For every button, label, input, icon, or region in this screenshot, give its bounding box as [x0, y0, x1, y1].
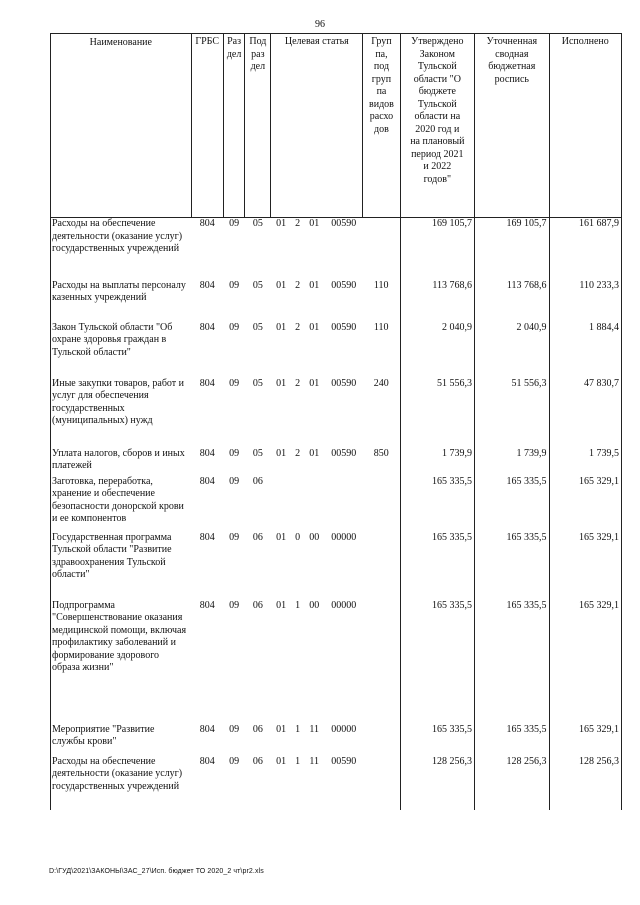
cell-executed: 165 329,1 — [549, 532, 621, 600]
cell-rz: 09 — [229, 755, 240, 767]
cell-t3: 01 — [309, 279, 320, 291]
table-row — [51, 322, 622, 378]
header-group: Груп па, под груп па видов расхо дов — [363, 34, 400, 218]
cell-name: Иные закупки товаров, работ и услуг для обеспечения государственных (муниципальных) нужд — [51, 378, 192, 448]
cell-executed: 161 687,9 — [549, 218, 621, 280]
cell-name: Расходы на выплаты персоналу казенных учреждений — [51, 280, 192, 322]
table-row — [51, 448, 622, 476]
cell-t2: 2 — [295, 377, 301, 389]
header-approved: Утверждено Законом Тульской области "О бюджете Тульской области на 2020 год и на плановый период 2021 и 2022 годов" — [400, 34, 474, 218]
cell-t2: 2 — [295, 321, 301, 333]
cell-name: Мероприятие "Развитие службы крови" — [51, 724, 192, 756]
cell-executed: 165 329,1 — [549, 724, 621, 756]
cell-t3: 00 — [309, 531, 320, 543]
cell-grbs: 804 — [199, 475, 215, 487]
cell-t4: 00590 — [331, 218, 357, 229]
table-row — [51, 532, 622, 600]
header-grbs: ГРБС — [191, 34, 223, 218]
cell-pr: 05 — [252, 447, 263, 459]
cell-t3 — [304, 476, 325, 532]
cell-t4: 00590 — [331, 755, 357, 767]
cell-revised: 165 335,5 — [475, 724, 549, 756]
cell-rz: 09 — [229, 475, 240, 487]
cell-t1 — [271, 476, 292, 532]
cell-t3: 01 — [309, 321, 320, 333]
table-row — [51, 218, 622, 280]
cell-executed: 128 256,3 — [549, 756, 621, 810]
cell-revised: 165 335,5 — [475, 532, 549, 600]
cell-executed: 110 233,3 — [549, 280, 621, 322]
cell-t2 — [291, 476, 303, 532]
cell-revised: 165 335,5 — [475, 600, 549, 724]
cell-pr: 06 — [252, 531, 263, 543]
cell-name: Уплата налогов, сборов и иных платежей — [51, 448, 192, 476]
cell-approved: 1 739,9 — [400, 448, 474, 476]
cell-t4: 00000 — [331, 723, 357, 735]
cell-revised: 51 556,3 — [475, 378, 549, 448]
cell-vr — [363, 756, 400, 810]
cell-t2: 2 — [295, 279, 301, 291]
cell-rz: 09 — [229, 218, 240, 229]
cell-name: Государственная программа Тульской области "Развитие здравоохранения Тульской области" — [51, 532, 192, 600]
cell-t3: 11 — [309, 755, 320, 767]
cell-rz: 09 — [229, 599, 240, 611]
header-executed: Исполнено — [549, 34, 621, 218]
cell-revised: 128 256,3 — [475, 756, 549, 810]
cell-name: Закон Тульской области "Об охране здоровья граждан в Тульской области" — [51, 322, 192, 378]
cell-revised: 1 739,9 — [475, 448, 549, 476]
cell-t1: 01 — [276, 321, 287, 333]
table-row — [51, 476, 622, 532]
cell-t4: 00590 — [331, 279, 357, 291]
cell-approved: 113 768,6 — [400, 280, 474, 322]
cell-t2: 1 — [295, 599, 301, 611]
table-row — [51, 724, 622, 756]
cell-vr: 240 — [363, 378, 400, 448]
cell-t2: 0 — [295, 531, 301, 543]
cell-vr: 110 — [363, 322, 400, 378]
cell-approved: 2 040,9 — [400, 322, 474, 378]
cell-grbs: 804 — [199, 531, 215, 543]
cell-pr: 06 — [252, 755, 263, 767]
cell-t2: 1 — [295, 755, 301, 767]
cell-approved: 165 335,5 — [400, 532, 474, 600]
cell-executed: 1 884,4 — [549, 322, 621, 378]
cell-approved: 169 105,7 — [400, 218, 474, 280]
cell-pr: 05 — [252, 279, 263, 291]
cell-vr — [363, 724, 400, 756]
cell-grbs: 804 — [199, 218, 215, 229]
header-podrazdel: Под раз дел — [245, 34, 271, 218]
cell-grbs: 804 — [199, 377, 215, 389]
cell-pr: 06 — [252, 599, 263, 611]
page-number: 96 — [315, 19, 325, 30]
table-row — [51, 600, 622, 724]
cell-pr: 05 — [252, 321, 263, 333]
cell-vr — [363, 600, 400, 724]
cell-rz: 09 — [229, 723, 240, 735]
cell-executed: 165 329,1 — [549, 476, 621, 532]
cell-pr: 06 — [252, 723, 263, 735]
cell-revised: 169 105,7 — [475, 218, 549, 280]
cell-t1: 01 — [276, 279, 287, 291]
cell-name: Подпрограмма "Совершенствование оказания медицинской помощи, включая профилактику заболеваний и формирование здорового образа жизни" — [51, 600, 192, 724]
cell-executed: 165 329,1 — [549, 600, 621, 724]
cell-vr — [363, 476, 400, 532]
cell-executed: 1 739,5 — [549, 448, 621, 476]
cell-name: Расходы на обеспечение деятельности (оказание услуг) государственных учреждений — [51, 218, 192, 280]
cell-t3: 01 — [309, 447, 320, 459]
cell-t1: 01 — [276, 531, 287, 543]
cell-approved: 128 256,3 — [400, 756, 474, 810]
cell-grbs: 804 — [199, 279, 215, 291]
cell-t2: 2 — [295, 447, 301, 459]
cell-revised: 165 335,5 — [475, 476, 549, 532]
cell-grbs: 804 — [199, 599, 215, 611]
cell-t1: 01 — [276, 447, 287, 459]
header-razdel: Раз дел — [223, 34, 245, 218]
cell-vr — [363, 532, 400, 600]
header-target: Целевая статья — [271, 34, 363, 218]
header-row — [51, 34, 622, 218]
cell-approved: 51 556,3 — [400, 378, 474, 448]
cell-approved: 165 335,5 — [400, 600, 474, 724]
cell-t4: 00000 — [331, 531, 357, 543]
cell-executed: 47 830,7 — [549, 378, 621, 448]
budget-table — [50, 33, 622, 810]
cell-t2: 2 — [295, 218, 301, 229]
cell-t4 — [325, 476, 363, 532]
cell-pr: 05 — [252, 377, 263, 389]
header-revised: Уточненная сводная бюджетная роспись — [475, 34, 549, 218]
cell-name: Заготовка, переработка, хранение и обеспечение безопасности донорской крови и ее компонентов — [51, 476, 192, 532]
cell-rz: 09 — [229, 321, 240, 333]
cell-rz: 09 — [229, 279, 240, 291]
table-row — [51, 756, 622, 810]
cell-pr: 05 — [252, 218, 263, 229]
cell-t1: 01 — [276, 755, 287, 767]
cell-t1: 01 — [276, 218, 287, 229]
cell-t3: 01 — [309, 377, 320, 389]
cell-t4: 00590 — [331, 321, 357, 333]
cell-t3: 00 — [309, 599, 320, 611]
cell-vr: 850 — [363, 448, 400, 476]
cell-t3: 11 — [309, 723, 320, 735]
cell-revised: 2 040,9 — [475, 322, 549, 378]
file-path-footer: D:\ГУД\2021\ЗАКОНЫ\ЗАС_27\Исп. бюджет ТО 2020_2 чт\pr2.xls — [49, 868, 264, 875]
cell-grbs: 804 — [199, 755, 215, 767]
cell-vr: 110 — [363, 280, 400, 322]
cell-t1: 01 — [276, 377, 287, 389]
cell-t3: 01 — [309, 218, 320, 229]
cell-pr: 06 — [252, 475, 263, 487]
cell-grbs: 804 — [199, 321, 215, 333]
cell-rz: 09 — [229, 447, 240, 459]
table-row — [51, 280, 622, 322]
cell-rz: 09 — [229, 377, 240, 389]
cell-t1: 01 — [276, 599, 287, 611]
cell-approved: 165 335,5 — [400, 724, 474, 756]
cell-rz: 09 — [229, 531, 240, 543]
table-row — [51, 378, 622, 448]
cell-t4: 00000 — [331, 599, 357, 611]
cell-t4: 00590 — [331, 447, 357, 459]
cell-approved: 165 335,5 — [400, 476, 474, 532]
cell-t2: 1 — [295, 723, 301, 735]
cell-name: Расходы на обеспечение деятельности (оказание услуг) государственных учреждений — [51, 756, 192, 810]
cell-t1: 01 — [276, 723, 287, 735]
header-name: Наименование — [51, 34, 192, 218]
cell-vr — [363, 218, 400, 280]
cell-grbs: 804 — [199, 447, 215, 459]
cell-t4: 00590 — [331, 377, 357, 389]
cell-grbs: 804 — [199, 723, 215, 735]
cell-revised: 113 768,6 — [475, 280, 549, 322]
